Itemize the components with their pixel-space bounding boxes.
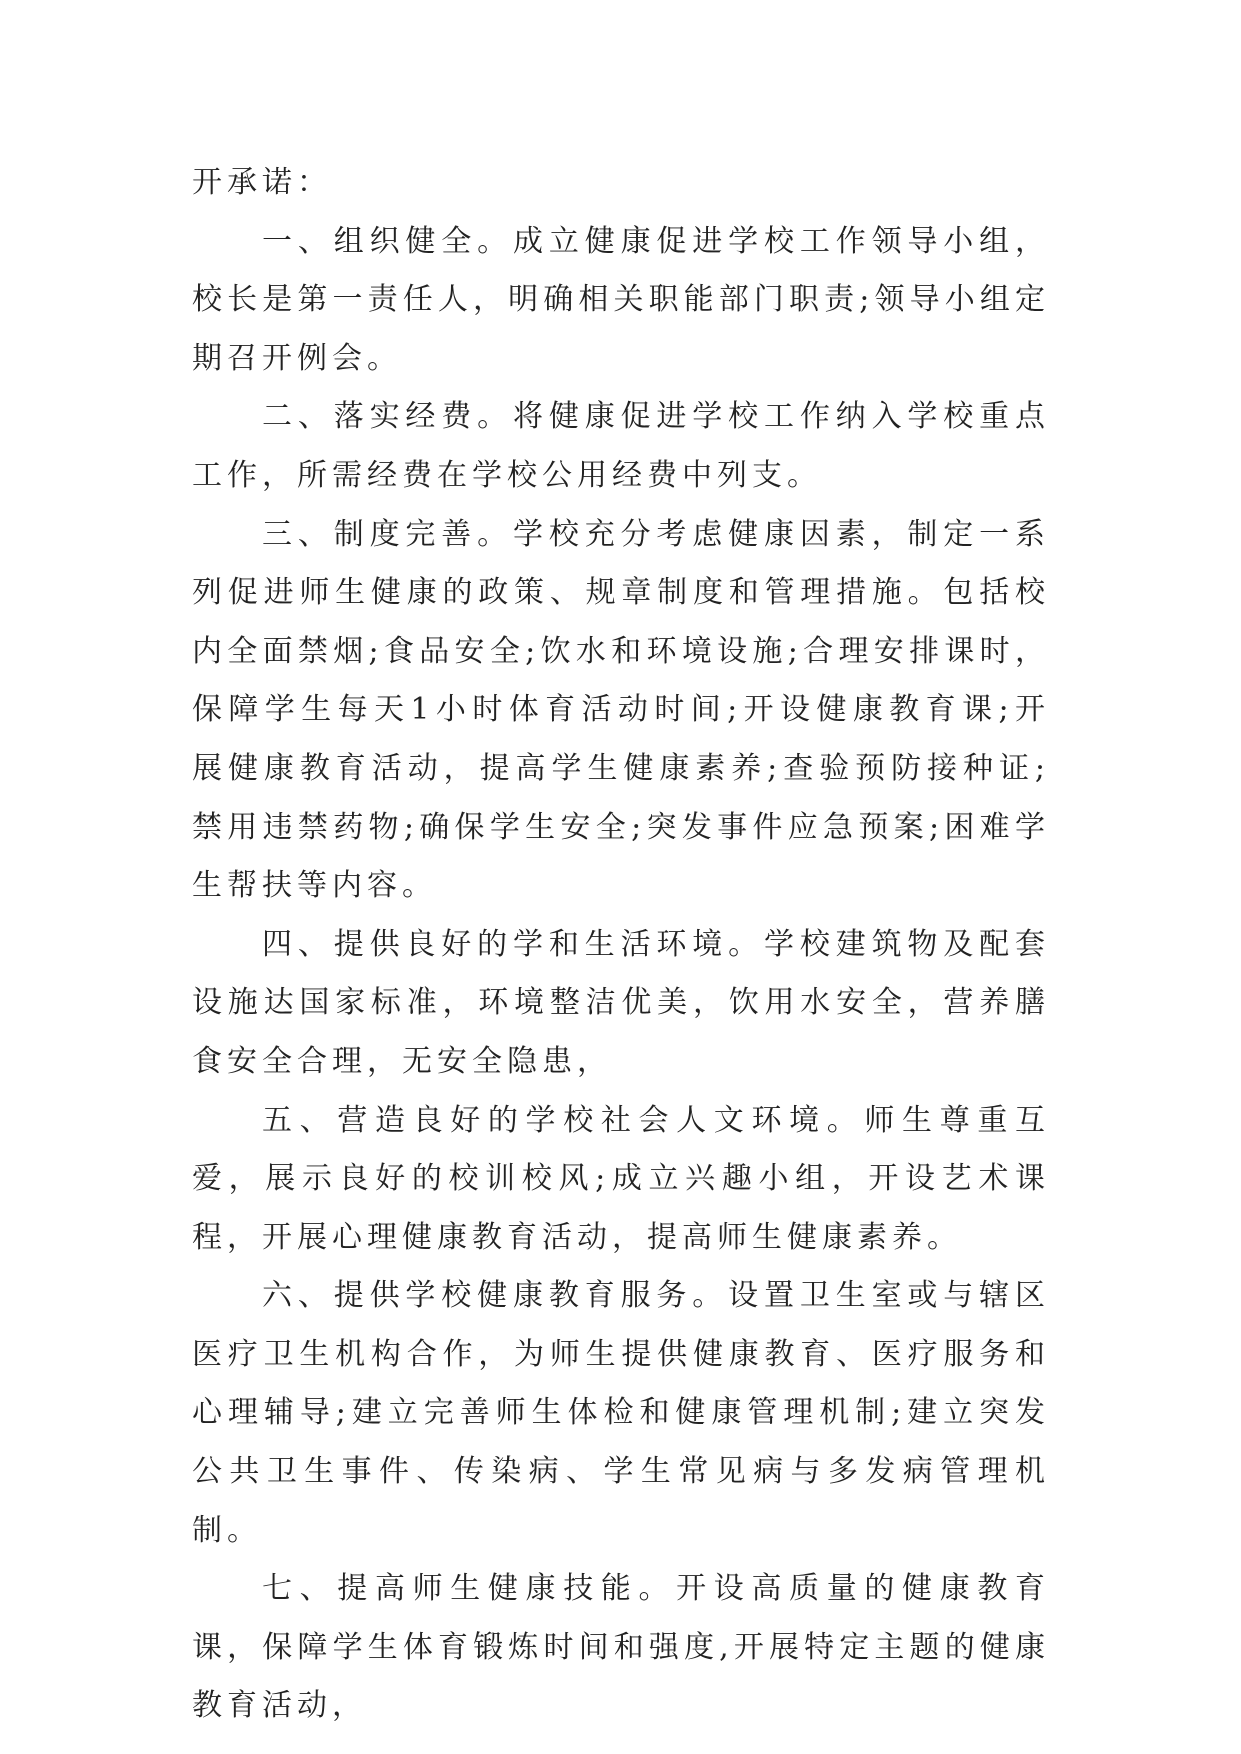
paragraph-4: 四、提供良好的学和生活环境。学校建筑物及配套设施达国家标准，环境整洁优美，饮用水安全，营养膳食安全合理，无安全隐患， [192, 926, 1050, 1079]
paragraph-3: 三、制度完善。学校充分考虑健康因素，制定一系列促进师生健康的政策、规章制度和管理措施。包括校内全面禁烟;食品安全;饮水和环境设施;合理安排课时，保障学生每天1小时体育活动时间;开设健康教育课;开展健康教育活动，提高学生健康素养;查验预防接种证;禁用违禁药物;确保学生安全;突发事件应急预案;困难学生帮扶等内容。 [192, 516, 1050, 904]
paragraph-5: 五、营造良好的学校社会人文环境。师生尊重互爱，展示良好的校训校风;成立兴趣小组，开设艺术课程，开展心理健康教育活动，提高师生健康素养。 [192, 1102, 1050, 1255]
paragraph-7: 七、提高师生健康技能。开设高质量的健康教育课，保障学生体育锻炼时间和强度,开展特定主题的健康教育活动， [192, 1571, 1050, 1724]
paragraph-1: 一、组织健全。成立健康促进学校工作领导小组，校长是第一责任人，明确相关职能部门职责;领导小组定期召开例会。 [192, 223, 1050, 376]
opening-line: 开承诺： [192, 165, 332, 200]
paragraph-2: 二、落实经费。将健康促进学校工作纳入学校重点工作，所需经费在学校公用经费中列支。 [192, 399, 1050, 493]
document-body [192, 154, 1050, 1736]
paragraph-6: 六、提供学校健康教育服务。设置卫生室或与辖区医疗卫生机构合作，为师生提供健康教育、医疗服务和心理辅导;建立完善师生体检和健康管理机制;建立突发公共卫生事件、传染病、学生常见病与多发病管理机制。 [192, 1278, 1050, 1548]
